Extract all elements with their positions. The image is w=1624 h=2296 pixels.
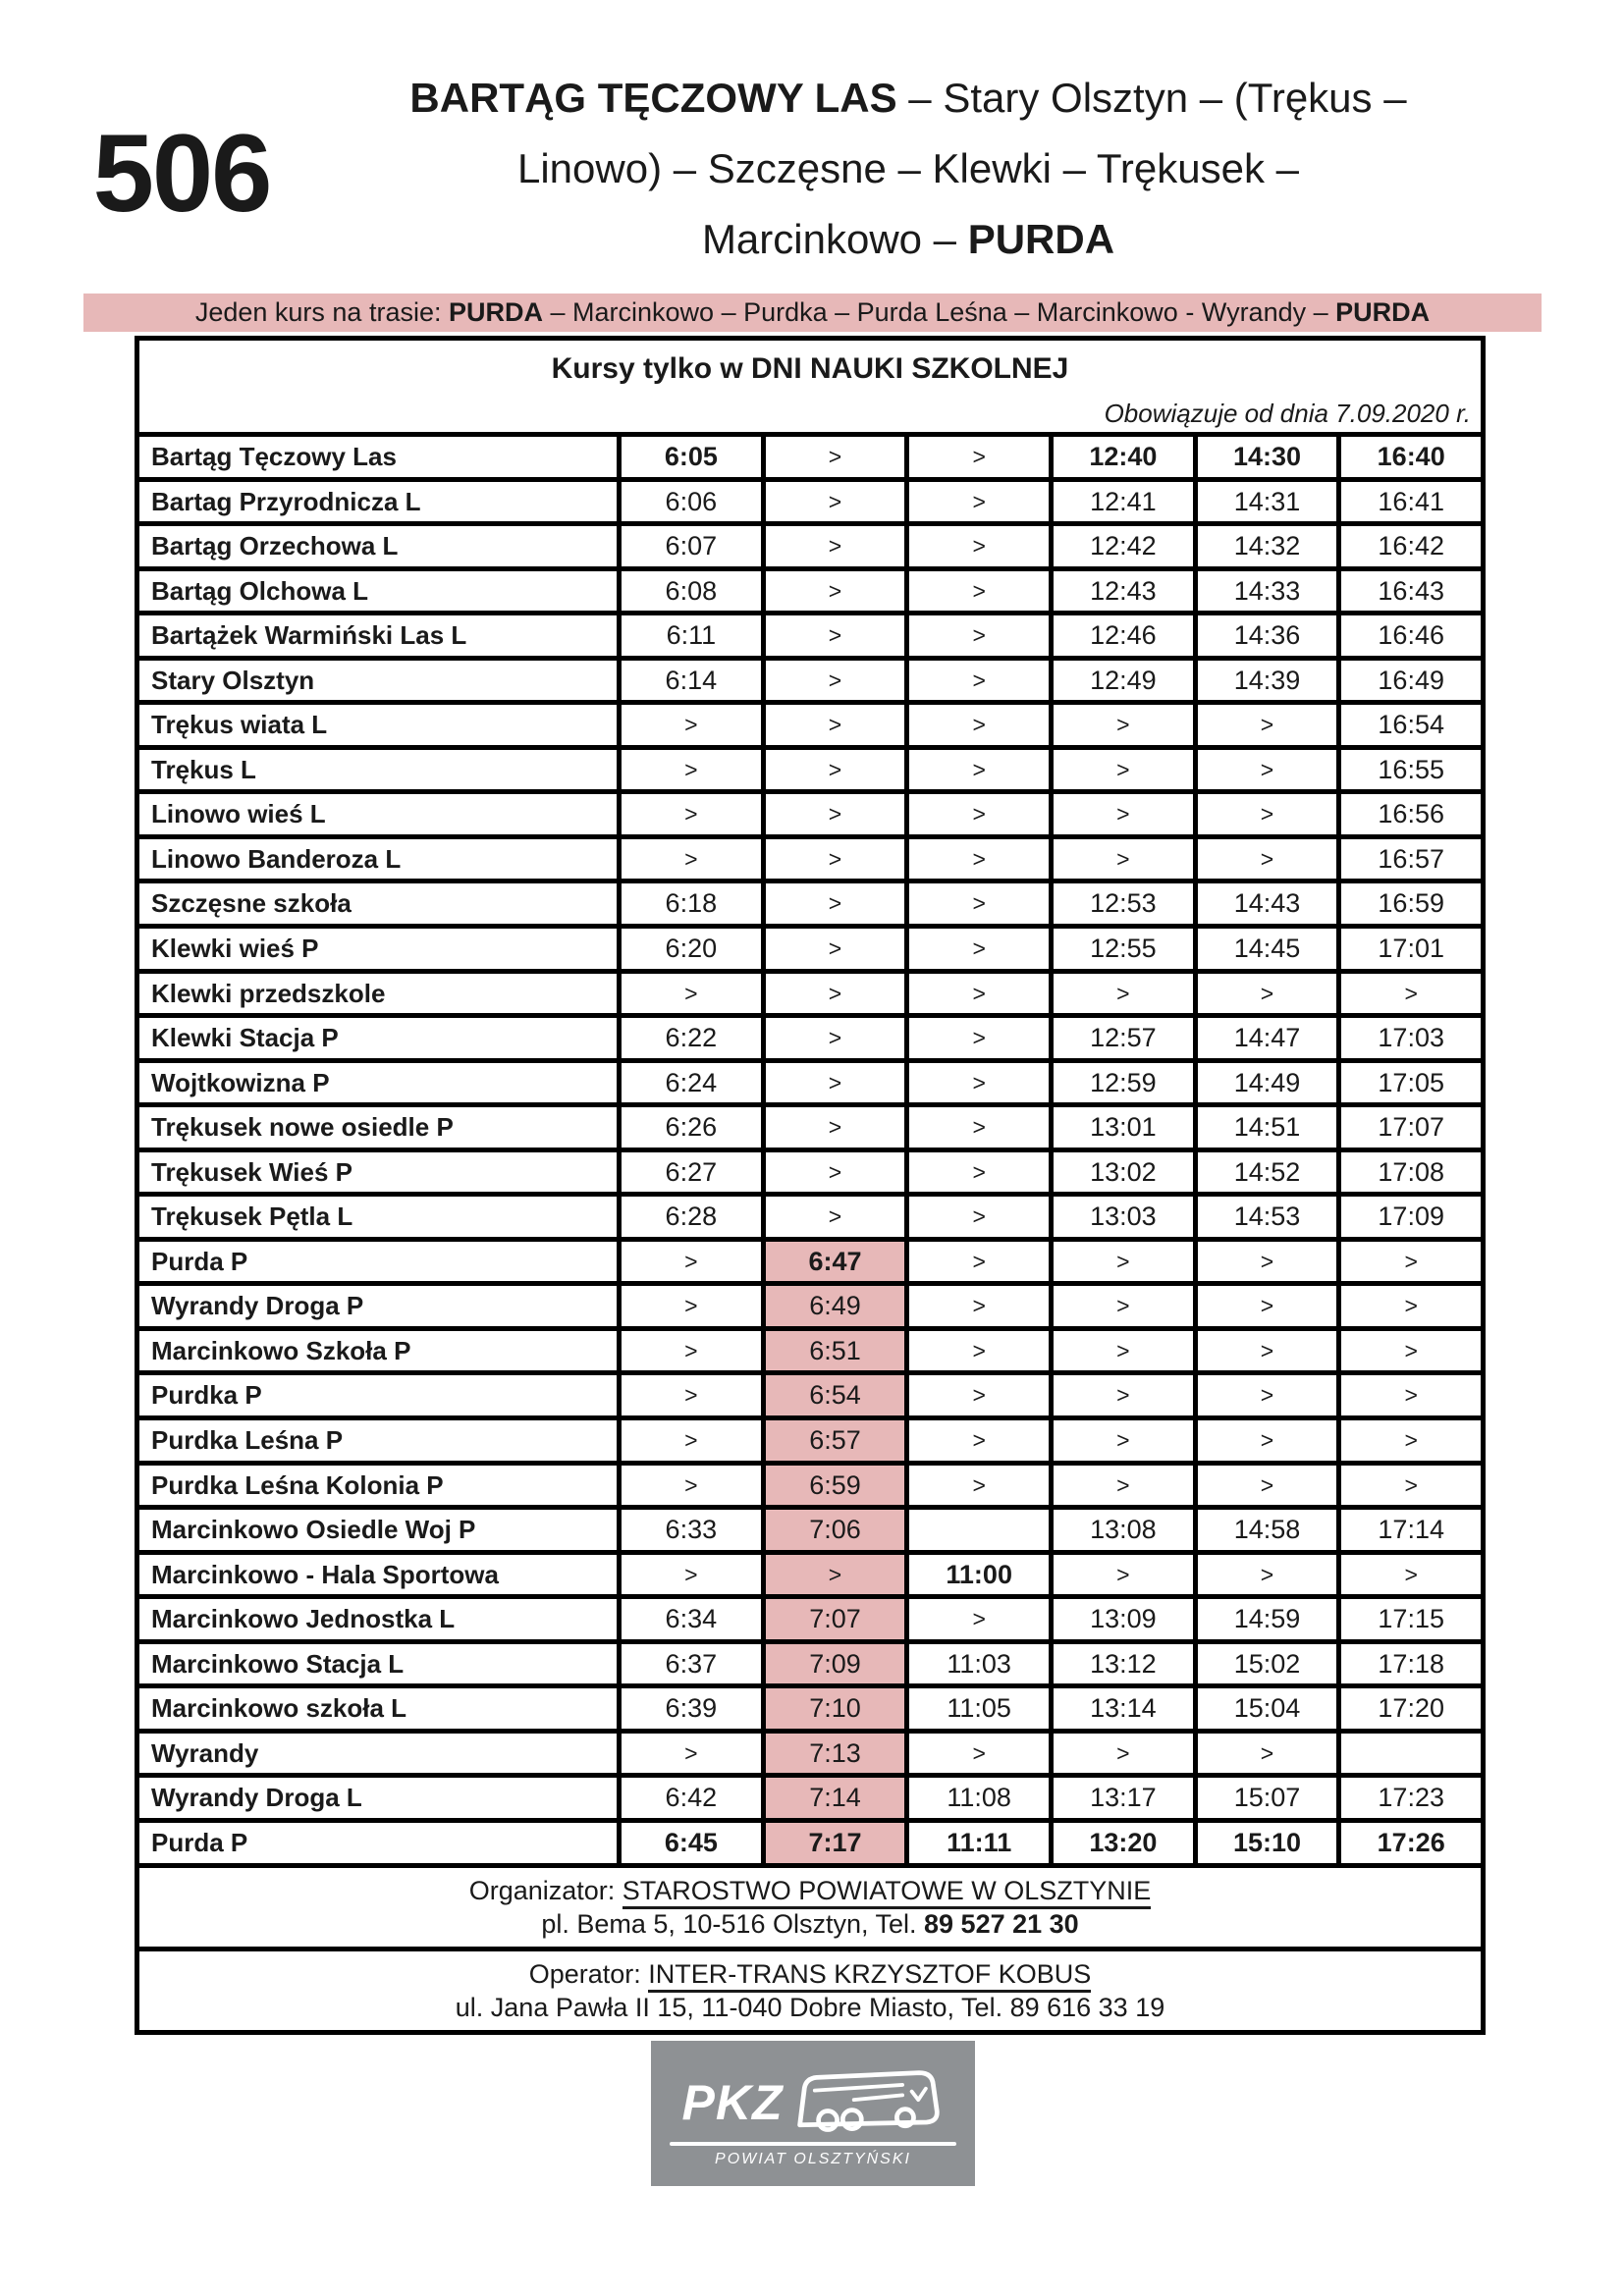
table-row	[139, 1242, 1481, 1287]
time-cell: 15:10	[1193, 1823, 1337, 1863]
table-row	[139, 705, 1481, 750]
table-row	[139, 794, 1481, 839]
time-cell: >	[1049, 1466, 1193, 1506]
time-cell: >	[1193, 1420, 1337, 1461]
stop-name-cell: Bartąg Tęczowy Las	[151, 442, 397, 471]
table-row	[139, 929, 1481, 974]
time-cell: >	[1049, 1375, 1193, 1415]
time-cell: >	[904, 1018, 1049, 1058]
time-cell: >	[1193, 750, 1337, 790]
time-cell: >	[1049, 1286, 1193, 1326]
time-cell: >	[1193, 1375, 1337, 1415]
time-cell: 6:42	[617, 1778, 761, 1818]
time-cell: 12:40	[1049, 437, 1193, 477]
time-cell: 6:49	[761, 1286, 905, 1326]
time-cell: >	[617, 839, 761, 880]
stop-name-cell: Purda P	[151, 1827, 248, 1857]
time-cell: >	[904, 705, 1049, 745]
time-cell: >	[617, 1331, 761, 1371]
time-cell: >	[761, 1063, 905, 1103]
time-cell: 6:28	[617, 1197, 761, 1237]
time-cell: >	[617, 1555, 761, 1595]
time-cell: >	[761, 661, 905, 701]
time-cell: >	[1336, 974, 1481, 1014]
time-cell: 7:13	[761, 1734, 905, 1774]
time-cell: 17:20	[1336, 1688, 1481, 1729]
table-row	[139, 1331, 1481, 1376]
stop-name-cell: Szczęsne szkoła	[151, 888, 352, 919]
time-cell: >	[904, 1107, 1049, 1148]
time-cell: >	[904, 929, 1049, 969]
time-cell: 12:42	[1049, 526, 1193, 566]
time-cell: >	[904, 974, 1049, 1014]
time-cell: 17:09	[1336, 1197, 1481, 1237]
time-cell: 6:05	[617, 437, 761, 477]
table-row	[139, 1063, 1481, 1108]
time-cell: >	[617, 794, 761, 834]
time-cell: >	[904, 615, 1049, 656]
banner-middle: – Marcinkowo – Purdka – Purda Leśna – Marcinkowo - Wyrandy –	[543, 297, 1336, 327]
time-cell: >	[761, 839, 905, 880]
time-cell: 11:11	[904, 1823, 1049, 1863]
time-cell: 11:08	[904, 1778, 1049, 1818]
stop-name-cell: Marcinkowo Osiedle Woj P	[151, 1515, 476, 1545]
time-cell: 6:51	[761, 1331, 905, 1371]
time-cell: 14:30	[1193, 437, 1337, 477]
table-row	[139, 1778, 1481, 1823]
title-line1-rest: – Stary Olsztyn – (Trękus –	[896, 75, 1407, 121]
time-cell: >	[904, 526, 1049, 566]
time-cell: >	[761, 526, 905, 566]
stop-name-cell: Marcinkowo szkoła L	[151, 1693, 407, 1724]
stop-name-cell: Wyrandy Droga P	[151, 1291, 364, 1321]
stop-name-cell: Stary Olsztyn	[151, 665, 315, 695]
time-cell: 12:41	[1049, 482, 1193, 522]
stop-name-cell: Klewki Stacja P	[151, 1023, 339, 1053]
time-cell: >	[904, 1197, 1049, 1237]
stop-name-cell: Trękusek Wieś P	[151, 1156, 352, 1187]
time-cell: 6:06	[617, 482, 761, 522]
time-cell: 7:10	[761, 1688, 905, 1729]
stop-name-cell: Klewki przedszkole	[151, 978, 386, 1008]
organizer-address-text: pl. Bema 5, 10-516 Olsztyn, Tel.	[541, 1908, 925, 1939]
stop-name-cell: Bartąg Orzechowa L	[151, 531, 399, 561]
stop-name-cell: Linowo Banderoza L	[151, 843, 402, 874]
time-cell: >	[1049, 839, 1193, 880]
stop-name-cell: Trękusek Pętla L	[151, 1201, 353, 1232]
time-cell: 6:33	[617, 1510, 761, 1550]
time-cell: 6:39	[617, 1688, 761, 1729]
table-row	[139, 526, 1481, 571]
table-row	[139, 1734, 1481, 1779]
time-cell: 6:26	[617, 1107, 761, 1148]
time-cell: 16:49	[1336, 661, 1481, 701]
stop-name-cell: Bartąg Olchowa L	[151, 575, 369, 606]
title-line-2: Linowo) – Szczęsne – Klewki – Trękusek –	[516, 145, 1300, 191]
time-cell: >	[1049, 974, 1193, 1014]
time-cell: 12:49	[1049, 661, 1193, 701]
time-cell: 14:36	[1193, 615, 1337, 656]
time-cell: >	[617, 974, 761, 1014]
time-cell: 12:43	[1049, 571, 1193, 612]
time-cell: 6:47	[761, 1242, 905, 1282]
table-row	[139, 1375, 1481, 1420]
time-cell: 17:07	[1336, 1107, 1481, 1148]
time-cell: 6:18	[617, 883, 761, 924]
time-cell: >	[617, 1420, 761, 1461]
organizer-label: Organizator:	[468, 1875, 623, 1905]
pkz-logo-subtitle: POWIAT OLSZTYŃSKI	[715, 2150, 911, 2167]
banner-label: Jeden kurs na trasie:	[194, 297, 449, 327]
stop-name-cell: Klewki wieś P	[151, 934, 319, 964]
time-cell: >	[761, 571, 905, 612]
time-cell: >	[1336, 1466, 1481, 1506]
time-cell: 14:43	[1193, 883, 1337, 924]
time-cell: >	[904, 1286, 1049, 1326]
table-row	[139, 1107, 1481, 1152]
time-cell: 12:55	[1049, 929, 1193, 969]
time-cell: 16:54	[1336, 705, 1481, 745]
stop-name-cell: Bartag Przyrodnicza L	[151, 486, 421, 516]
organizer-line	[139, 1874, 1481, 1907]
time-cell: 6:37	[617, 1644, 761, 1684]
time-cell: 7:06	[761, 1510, 905, 1550]
time-cell: >	[1049, 1331, 1193, 1371]
table-row	[139, 1286, 1481, 1331]
time-cell: >	[761, 1152, 905, 1193]
time-cell: 6:57	[761, 1420, 905, 1461]
time-cell: 15:02	[1193, 1644, 1337, 1684]
time-cell: 17:23	[1336, 1778, 1481, 1818]
table-row	[139, 1420, 1481, 1466]
table-row	[139, 839, 1481, 884]
time-cell: 16:43	[1336, 571, 1481, 612]
table-row	[139, 1466, 1481, 1511]
time-cell: 16:56	[1336, 794, 1481, 834]
time-cell: 13:09	[1049, 1599, 1193, 1639]
time-cell: >	[904, 750, 1049, 790]
time-cell: 13:20	[1049, 1823, 1193, 1863]
organizer-address	[139, 1907, 1481, 1941]
time-cell: >	[904, 482, 1049, 522]
operator-address: ul. Jana Pawła II 15, 11-040 Dobre Miasto, Tel. 89 616 33 19	[455, 1992, 1165, 2022]
bus-icon	[789, 2065, 945, 2140]
time-cell: 6:08	[617, 571, 761, 612]
time-cell: >	[761, 482, 905, 522]
table-row	[139, 1555, 1481, 1600]
time-cell: 16:41	[1336, 482, 1481, 522]
table-row	[139, 974, 1481, 1019]
organizer-section	[139, 1868, 1481, 1951]
time-cell: >	[1049, 1420, 1193, 1461]
time-cell: >	[1049, 1242, 1193, 1282]
time-cell: 13:14	[1049, 1688, 1193, 1729]
time-cell: 15:07	[1193, 1778, 1337, 1818]
time-cell: >	[904, 437, 1049, 477]
time-cell: 6:24	[617, 1063, 761, 1103]
time-cell: >	[761, 705, 905, 745]
time-cell: 14:45	[1193, 929, 1337, 969]
stop-name-cell: Trękus wiata L	[151, 710, 328, 740]
time-cell: 16:57	[1336, 839, 1481, 880]
banner-start-stop: PURDA	[448, 297, 543, 327]
table-row	[139, 1197, 1481, 1242]
time-cell: 13:12	[1049, 1644, 1193, 1684]
pkz-logo	[651, 2041, 975, 2186]
time-cell: 14:31	[1193, 482, 1337, 522]
time-cell: >	[904, 839, 1049, 880]
time-cell: >	[1336, 1242, 1481, 1282]
stop-name-cell: Purdka P	[151, 1380, 262, 1411]
time-cell: 7:17	[761, 1823, 905, 1863]
table-row	[139, 571, 1481, 616]
timetable	[135, 336, 1486, 2035]
table-row	[139, 661, 1481, 706]
time-cell: >	[761, 929, 905, 969]
time-cell: 11:00	[904, 1555, 1049, 1595]
operator-label: Operator:	[528, 1958, 649, 1989]
time-cell: >	[1049, 1734, 1193, 1774]
time-cell: >	[1049, 750, 1193, 790]
time-cell: >	[904, 883, 1049, 924]
time-cell: 16:59	[1336, 883, 1481, 924]
time-cell: 12:53	[1049, 883, 1193, 924]
time-cell: >	[761, 1018, 905, 1058]
time-cell: 14:58	[1193, 1510, 1337, 1550]
operator-section	[139, 1951, 1481, 2030]
time-cell: >	[617, 1734, 761, 1774]
time-cell: >	[761, 437, 905, 477]
table-row	[139, 1018, 1481, 1063]
table-row	[139, 1688, 1481, 1734]
stop-name-cell: Trękus L	[151, 754, 256, 784]
logo-underline	[670, 2142, 956, 2146]
timetable-header	[139, 341, 1481, 437]
time-cell: >	[904, 1599, 1049, 1639]
time-cell: >	[1336, 1286, 1481, 1326]
time-cell: 14:32	[1193, 526, 1337, 566]
time-cell: 17:14	[1336, 1510, 1481, 1550]
time-cell: >	[904, 794, 1049, 834]
operator-line	[139, 1957, 1481, 1991]
time-cell: 6:27	[617, 1152, 761, 1193]
time-cell: 7:14	[761, 1778, 905, 1818]
time-cell: >	[1336, 1420, 1481, 1461]
stop-name-cell: Wyrandy	[151, 1737, 259, 1768]
time-cell: 17:01	[1336, 929, 1481, 969]
time-cell: 13:17	[1049, 1778, 1193, 1818]
stop-name-cell: Bartążek Warmiński Las L	[151, 620, 467, 651]
time-cell: >	[761, 974, 905, 1014]
time-cell: >	[1193, 839, 1337, 880]
route-number: 506	[92, 112, 271, 235]
time-cell	[1336, 1734, 1481, 1774]
stop-name-cell: Purda P	[151, 1246, 248, 1276]
time-cell: >	[617, 1375, 761, 1415]
time-cell: 14:33	[1193, 571, 1337, 612]
time-cell: >	[617, 1242, 761, 1282]
time-cell: >	[617, 1286, 761, 1326]
time-cell: 17:08	[1336, 1152, 1481, 1193]
pkz-logo-row	[682, 2065, 945, 2140]
stop-name-cell: Wojtkowizna P	[151, 1067, 330, 1097]
title-line-1	[314, 63, 1502, 133]
time-cell: 14:47	[1193, 1018, 1337, 1058]
time-cell: >	[761, 794, 905, 834]
stop-name-cell: Marcinkowo - Hala Sportowa	[151, 1559, 499, 1589]
time-cell: >	[904, 1466, 1049, 1506]
stop-name-cell: Marcinkowo Jednostka L	[151, 1604, 456, 1634]
time-cell: >	[1193, 1242, 1337, 1282]
time-cell: 6:22	[617, 1018, 761, 1058]
time-cell: 11:05	[904, 1688, 1049, 1729]
time-cell: 13:01	[1049, 1107, 1193, 1148]
time-cell: >	[904, 661, 1049, 701]
time-cell: >	[1049, 1555, 1193, 1595]
organizer-phone: 89 527 21 30	[924, 1908, 1079, 1939]
valid-from-date: Obowiązuje od dnia 7.09.2020 r.	[1104, 399, 1471, 428]
time-cell: >	[617, 750, 761, 790]
title-origin: BARTĄG TĘCZOWY LAS	[409, 75, 897, 121]
title-destination: PURDA	[967, 216, 1115, 262]
time-cell: >	[904, 1734, 1049, 1774]
stop-name-cell: Linowo wieś L	[151, 799, 326, 829]
time-cell: >	[904, 1420, 1049, 1461]
table-row	[139, 615, 1481, 661]
title-line3-rest: Marcinkowo –	[701, 216, 968, 262]
time-cell: >	[904, 1331, 1049, 1371]
time-cell: 16:55	[1336, 750, 1481, 790]
time-cell: >	[1193, 1555, 1337, 1595]
time-cell: >	[1336, 1555, 1481, 1595]
time-cell: >	[761, 1197, 905, 1237]
time-cell: 6:34	[617, 1599, 761, 1639]
time-cell	[904, 1510, 1049, 1550]
time-cell: 12:59	[1049, 1063, 1193, 1103]
time-cell: 13:08	[1049, 1510, 1193, 1550]
time-cell: >	[1049, 794, 1193, 834]
time-cell: >	[1193, 1331, 1337, 1371]
time-cell: >	[1193, 974, 1337, 1014]
time-cell: >	[904, 1063, 1049, 1103]
time-cell: >	[904, 1242, 1049, 1282]
table-row	[139, 1152, 1481, 1198]
time-cell: 13:02	[1049, 1152, 1193, 1193]
stop-name-cell: Wyrandy Droga L	[151, 1783, 362, 1813]
page-title	[314, 63, 1502, 275]
title-line-3	[314, 204, 1502, 275]
time-cell: 15:04	[1193, 1688, 1337, 1729]
time-cell: >	[761, 1107, 905, 1148]
time-cell: >	[617, 1466, 761, 1506]
time-cell: >	[1336, 1375, 1481, 1415]
stop-name-cell: Marcinkowo Stacja L	[151, 1648, 405, 1679]
time-cell: 14:39	[1193, 661, 1337, 701]
time-cell: 6:11	[617, 615, 761, 656]
table-row	[139, 750, 1481, 795]
route-banner	[83, 294, 1542, 332]
organizer-name: STAROSTWO POWIATOWE W OLSZTYNIE	[623, 1876, 1152, 1909]
time-cell: 6:54	[761, 1375, 905, 1415]
time-cell: >	[761, 615, 905, 656]
table-row	[139, 482, 1481, 527]
stop-name-cell: Purdka Leśna Kolonia P	[151, 1469, 444, 1500]
time-cell: 17:26	[1336, 1823, 1481, 1863]
time-cell: >	[761, 750, 905, 790]
table-row	[139, 437, 1481, 482]
time-cell: 14:53	[1193, 1197, 1337, 1237]
time-cell: >	[1193, 1734, 1337, 1774]
table-row	[139, 883, 1481, 929]
time-cell: >	[761, 883, 905, 924]
time-cell: >	[761, 1555, 905, 1595]
time-cell: 14:51	[1193, 1107, 1337, 1148]
time-cell: >	[904, 571, 1049, 612]
time-cell: 16:40	[1336, 437, 1481, 477]
time-cell: >	[1049, 705, 1193, 745]
pkz-logo-text: PKZ	[681, 2074, 784, 2130]
stop-name-cell: Marcinkowo Szkoła P	[151, 1335, 411, 1365]
time-cell: 17:15	[1336, 1599, 1481, 1639]
stop-name-cell: Trękusek nowe osiedle P	[151, 1112, 454, 1143]
time-cell: >	[617, 705, 761, 745]
time-cell: 12:46	[1049, 615, 1193, 656]
time-cell: >	[904, 1375, 1049, 1415]
time-cell: 14:59	[1193, 1599, 1337, 1639]
time-cell: 6:07	[617, 526, 761, 566]
time-cell: 16:46	[1336, 615, 1481, 656]
banner-end-stop: PURDA	[1335, 297, 1431, 327]
time-cell: 14:49	[1193, 1063, 1337, 1103]
time-cell: 7:09	[761, 1644, 905, 1684]
time-cell: >	[1193, 794, 1337, 834]
time-cell: 13:03	[1049, 1197, 1193, 1237]
time-cell: 7:07	[761, 1599, 905, 1639]
table-row	[139, 1599, 1481, 1644]
time-cell: >	[904, 1152, 1049, 1193]
time-cell: >	[1336, 1331, 1481, 1371]
time-cell: 17:05	[1336, 1063, 1481, 1103]
time-cell: 17:03	[1336, 1018, 1481, 1058]
time-cell: 6:20	[617, 929, 761, 969]
operator-name: INTER-TRANS KRZYSZTOF KOBUS	[648, 1959, 1091, 1993]
stop-name-cell: Purdka Leśna P	[151, 1425, 344, 1456]
time-cell: 6:59	[761, 1466, 905, 1506]
time-cell: 6:45	[617, 1823, 761, 1863]
time-cell: 6:14	[617, 661, 761, 701]
table-row	[139, 1644, 1481, 1689]
time-cell: 14:52	[1193, 1152, 1337, 1193]
time-cell: 11:03	[904, 1644, 1049, 1684]
time-cell: >	[1193, 1466, 1337, 1506]
time-cell: 16:42	[1336, 526, 1481, 566]
table-row	[139, 1510, 1481, 1555]
time-cell: 17:18	[1336, 1644, 1481, 1684]
timetable-body	[139, 437, 1481, 1868]
timetable-title: Kursy tylko w DNI NAUKI SZKOLNEJ	[551, 352, 1069, 385]
table-row	[139, 1823, 1481, 1868]
time-cell: 12:57	[1049, 1018, 1193, 1058]
time-cell: >	[1193, 1286, 1337, 1326]
time-cell: >	[1193, 705, 1337, 745]
